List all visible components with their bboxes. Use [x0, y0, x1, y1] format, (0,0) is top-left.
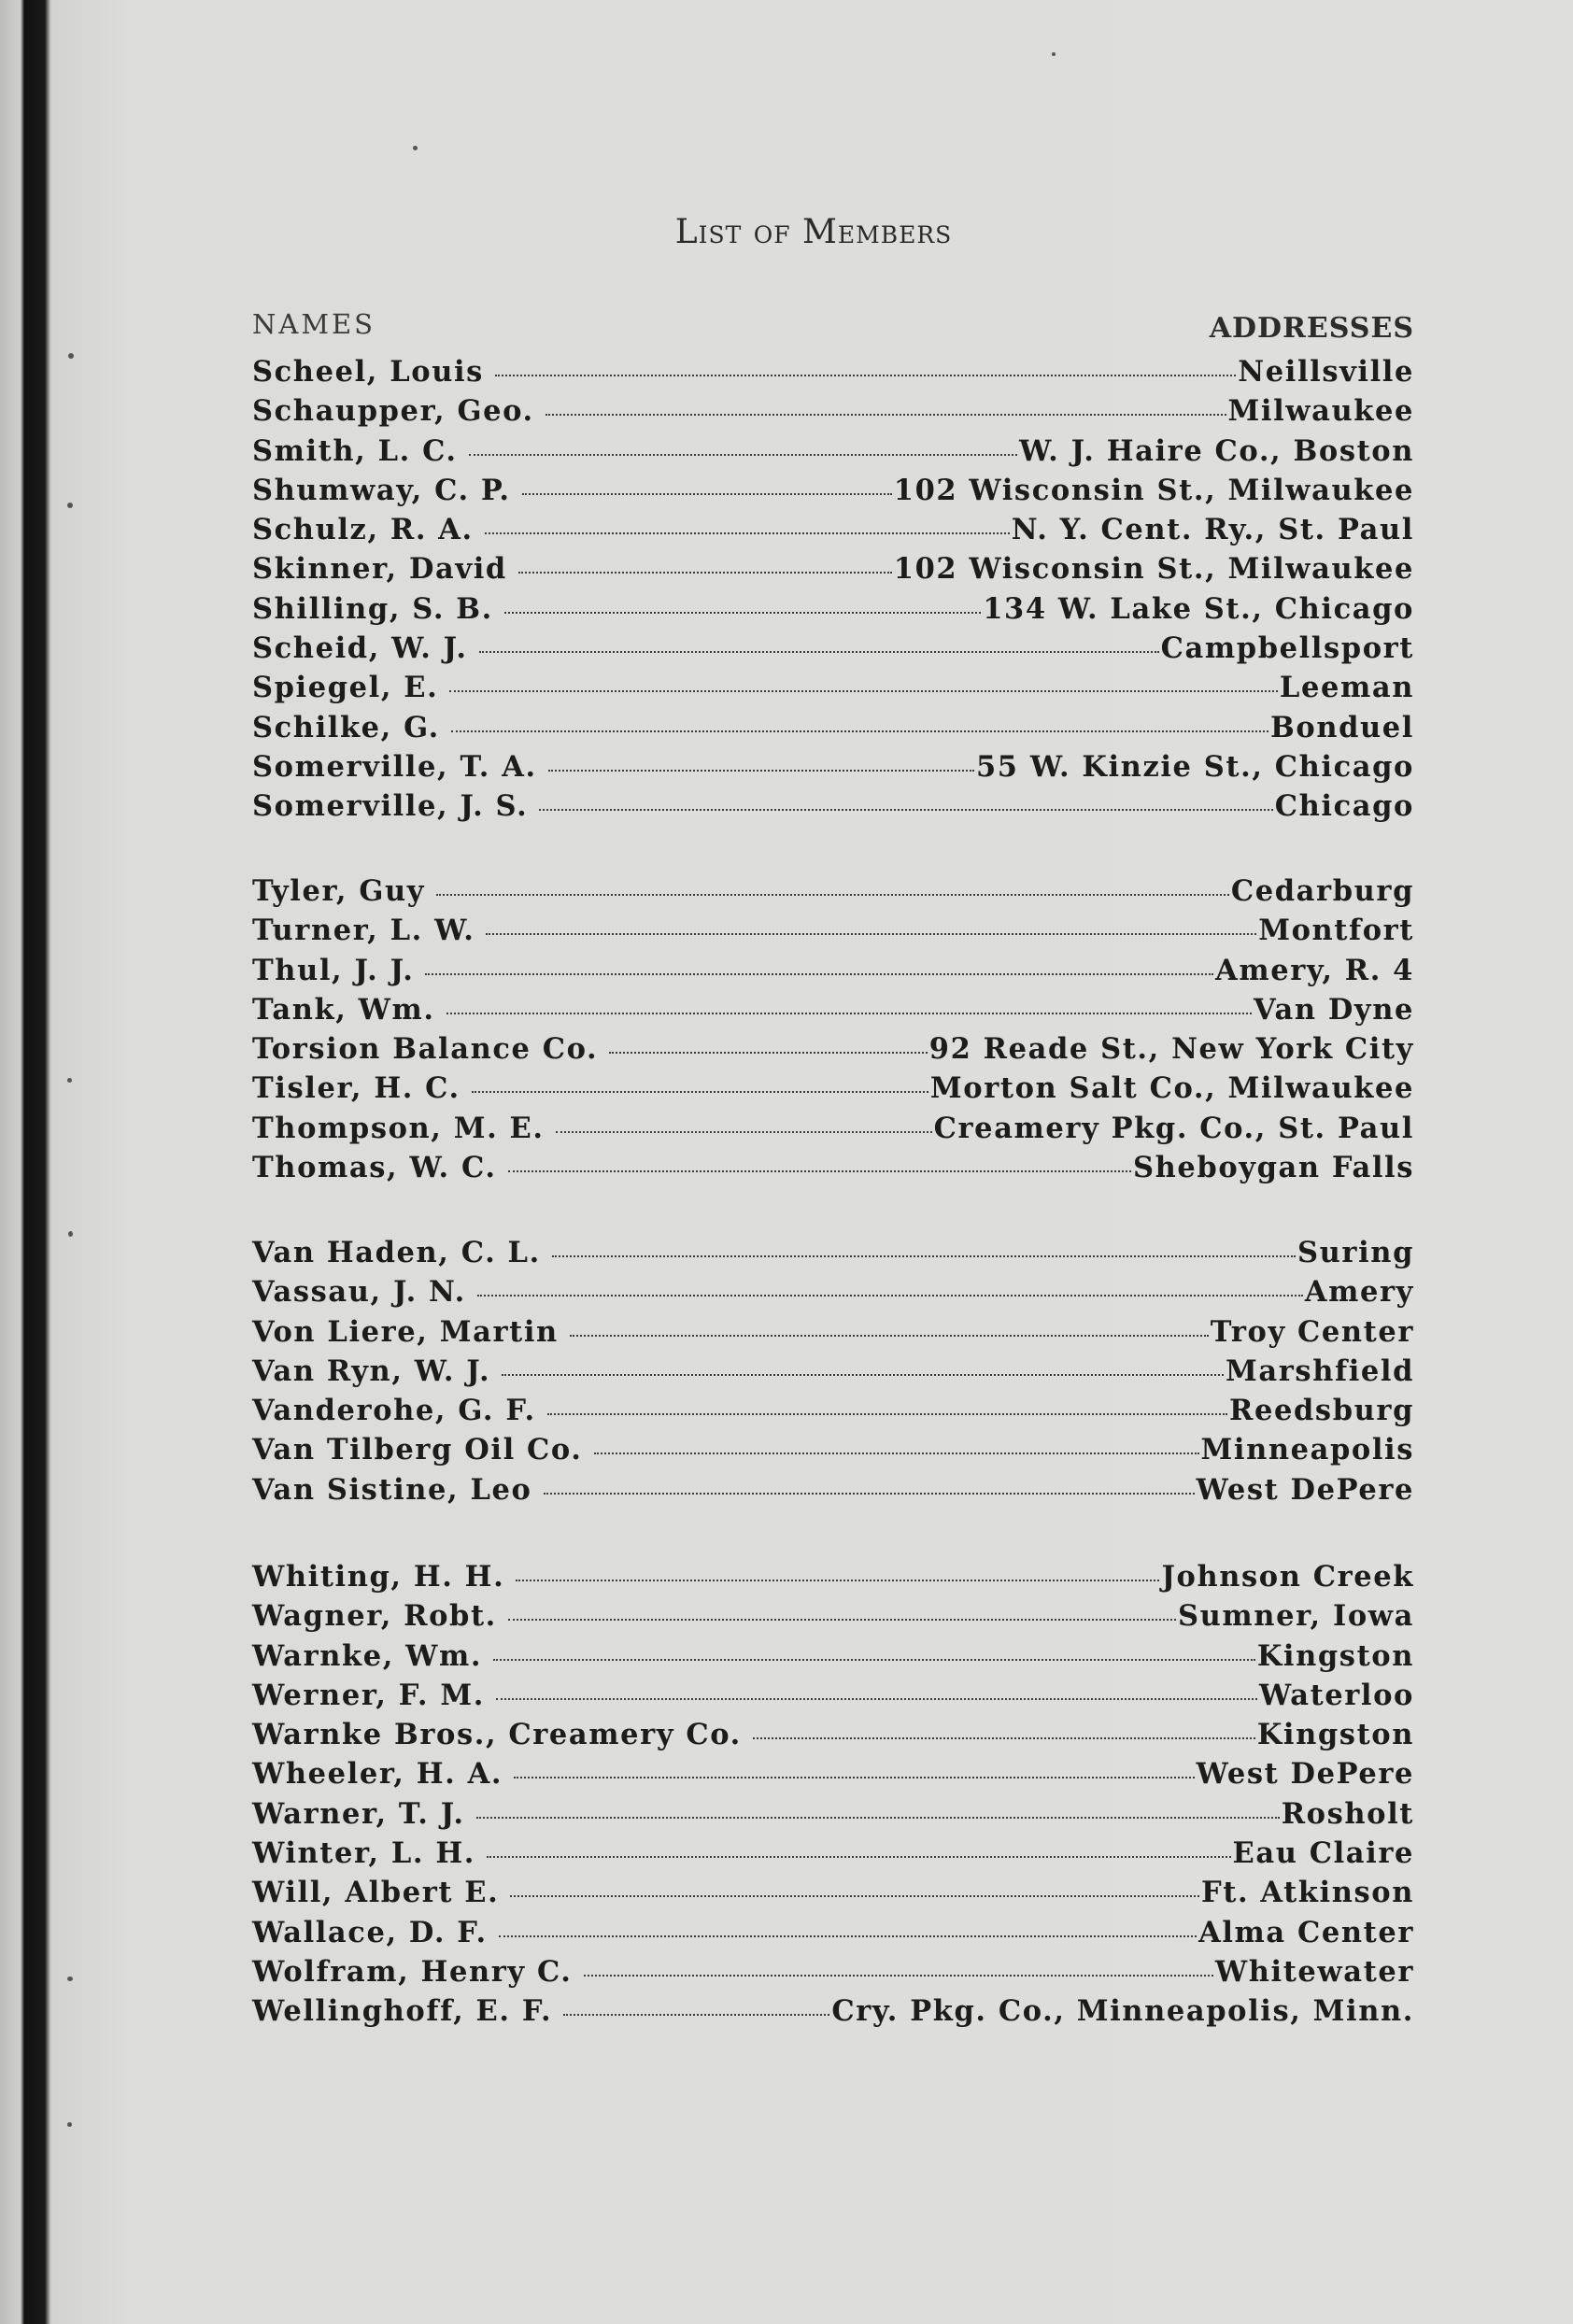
member-address: Bonduel: [1270, 710, 1414, 744]
member-row: [252, 914, 1414, 953]
dot-leader: [594, 1452, 1199, 1454]
member-address: Neillsville: [1238, 355, 1414, 389]
member-row: [252, 874, 1414, 914]
member-address: Sumner, Iowa: [1178, 1599, 1414, 1634]
member-address: N. Y. Cent. Ry., St. Paul: [1011, 513, 1414, 547]
member-address: W. J. Haire Co., Boston: [1019, 433, 1414, 468]
dot-leader: [496, 1698, 1257, 1700]
dot-leader: [518, 572, 892, 574]
dot-leader: [522, 493, 892, 495]
dot-leader: [469, 454, 1017, 456]
member-address: Leeman: [1279, 671, 1414, 705]
member-address: Johnson Creek: [1161, 1560, 1414, 1594]
member-name: Schulz, R. A.: [252, 513, 474, 547]
page-title: List of Members: [674, 213, 953, 251]
dot-leader: [548, 770, 974, 772]
member-name: Will, Albert E.: [252, 1876, 500, 1910]
book-binding-edge: [0, 0, 54, 2324]
member-address: 55 W. Kinzie St., Chicago: [975, 749, 1414, 784]
member-row: [252, 1994, 1414, 2034]
dot-leader: [472, 1091, 928, 1093]
member-name: Warnke Bros., Creamery Co.: [252, 1718, 742, 1752]
member-row: [252, 1599, 1414, 1638]
member-name: Werner, F. M.: [252, 1678, 485, 1712]
member-address: Waterloo: [1259, 1678, 1414, 1712]
dot-leader: [449, 690, 1278, 692]
member-name: Thompson, M. E.: [252, 1111, 545, 1145]
member-row: [252, 434, 1414, 474]
dot-leader: [539, 809, 1272, 811]
member-name: Thul, J. J.: [252, 953, 415, 987]
member-name: Schaupper, Geo.: [252, 394, 534, 429]
dot-leader: [508, 1170, 1131, 1172]
paper-speck: [67, 1977, 73, 1981]
member-row: [252, 1560, 1414, 1599]
member-address: West DePere: [1196, 1757, 1414, 1792]
member-name: Winter, L. H.: [252, 1836, 475, 1871]
dot-leader: [753, 1737, 1255, 1739]
member-name: Tisler, H. C.: [252, 1071, 461, 1106]
column-header-names: NAMES: [252, 308, 376, 340]
dot-leader: [425, 973, 1213, 975]
dot-leader: [476, 1817, 1280, 1819]
member-address: Kingston: [1256, 1718, 1414, 1752]
dot-leader: [552, 1255, 1296, 1257]
dot-leader: [584, 1975, 1213, 1977]
dot-leader: [436, 894, 1229, 896]
member-name: Turner, L. W.: [252, 914, 475, 948]
member-name: Van Haden, C. L.: [252, 1236, 541, 1269]
dot-leader: [556, 1131, 932, 1133]
member-row: [252, 394, 1414, 433]
dot-leader: [479, 651, 1159, 653]
dot-leader: [502, 1374, 1224, 1376]
member-address: 134 W. Lake St., Chicago: [983, 591, 1414, 626]
member-row: [252, 711, 1414, 750]
member-name: Somerville, T. A.: [252, 749, 537, 784]
member-name: Wagner, Robt.: [252, 1599, 497, 1634]
paper-speck: [1052, 52, 1056, 56]
member-address: Ft. Atkinson: [1201, 1876, 1414, 1910]
member-row: [252, 954, 1414, 993]
member-address: West DePere: [1196, 1472, 1414, 1507]
member-name: Scheel, Louis: [252, 355, 484, 389]
member-address: Reedsburg: [1229, 1394, 1414, 1428]
member-name: Torsion Balance Co.: [252, 1032, 599, 1067]
member-row: [252, 789, 1414, 829]
member-name: Van Sistine, Leo: [252, 1472, 532, 1507]
dot-leader: [514, 1777, 1194, 1778]
member-row: [252, 1876, 1414, 1915]
member-row: [252, 552, 1414, 591]
member-name: Wellinghoff, E. F.: [252, 1994, 553, 2029]
paper-speck: [67, 2122, 72, 2127]
member-address: Kingston: [1256, 1638, 1414, 1673]
member-name: Scheid, W. J.: [252, 631, 468, 666]
paper-speck: [68, 353, 74, 359]
dot-leader: [487, 1856, 1231, 1858]
member-address: Rosholt: [1281, 1796, 1414, 1831]
member-address: Morton Salt Co., Milwaukee: [929, 1071, 1414, 1106]
member-address: Cedarburg: [1230, 874, 1414, 908]
member-address: Amery: [1304, 1275, 1414, 1310]
member-address: Milwaukee: [1227, 394, 1414, 429]
member-name: Schilke, G.: [252, 710, 440, 744]
dot-leader: [546, 414, 1226, 416]
member-row: [252, 993, 1414, 1032]
paper-speck: [413, 146, 418, 150]
member-name: Wallace, D. F.: [252, 1915, 488, 1949]
member-address: Eau Claire: [1232, 1836, 1414, 1871]
member-address: Troy Center: [1210, 1314, 1414, 1349]
paper-speck: [68, 1231, 73, 1237]
member-address: Marshfield: [1226, 1353, 1414, 1388]
member-row: [252, 355, 1414, 394]
member-row: [252, 671, 1414, 710]
member-name: Shumway, C. P.: [252, 473, 511, 507]
dot-leader: [547, 1413, 1227, 1415]
member-row: [252, 592, 1414, 631]
dot-leader: [477, 1295, 1303, 1297]
member-name: Van Ryn, W. J.: [252, 1353, 491, 1388]
member-name: Somerville, J. S.: [252, 789, 529, 824]
member-address: Alma Center: [1198, 1915, 1414, 1949]
dot-leader: [544, 1493, 1195, 1495]
member-group-t: [252, 874, 1414, 1190]
member-name: Von Liere, Martin: [252, 1314, 559, 1349]
member-row: [252, 513, 1414, 552]
member-row: [252, 1679, 1414, 1718]
dot-leader: [493, 1659, 1255, 1661]
paper-speck: [67, 1078, 72, 1083]
member-row: [252, 750, 1414, 789]
dot-leader: [508, 1619, 1176, 1621]
member-group-s: [252, 355, 1414, 829]
dot-leader: [446, 1013, 1252, 1014]
member-row: [252, 1433, 1414, 1472]
member-row: [252, 1354, 1414, 1394]
member-row: [252, 1071, 1414, 1111]
member-address: Cry. Pkg. Co., Minneapolis, Minn.: [831, 1994, 1414, 2029]
member-row: [252, 1032, 1414, 1071]
dot-leader: [563, 2014, 829, 2016]
member-name: Warnke, Wm.: [252, 1638, 483, 1673]
member-row: [252, 1836, 1414, 1876]
dot-leader: [504, 612, 981, 614]
dot-leader: [486, 933, 1256, 935]
column-header-addresses: ADDRESSES: [1209, 312, 1414, 345]
member-name: Spiegel, E.: [252, 671, 439, 705]
member-row: [252, 1394, 1414, 1433]
member-group-w: [252, 1560, 1414, 2034]
member-row: [252, 1315, 1414, 1354]
member-name: Tyler, Guy: [252, 874, 426, 908]
member-name: Wheeler, H. A.: [252, 1757, 503, 1792]
member-address: Montfort: [1258, 914, 1414, 948]
member-address: Suring: [1297, 1236, 1414, 1269]
member-row: [252, 1275, 1414, 1314]
member-row: [252, 1639, 1414, 1679]
member-row: [252, 1718, 1414, 1757]
member-name: Wolfram, Henry C.: [252, 1954, 573, 1989]
member-row: [252, 1916, 1414, 1955]
member-name: Whiting, H. H.: [252, 1560, 505, 1594]
dot-leader: [570, 1335, 1209, 1337]
member-address: Amery, R. 4: [1215, 953, 1414, 987]
member-name: Vassau, J. N.: [252, 1275, 466, 1310]
member-row: [252, 1151, 1414, 1190]
dot-leader: [516, 1580, 1159, 1581]
member-address: Minneapolis: [1200, 1433, 1414, 1467]
dot-leader: [451, 730, 1268, 732]
member-row: [252, 1236, 1414, 1275]
member-row: [252, 1955, 1414, 1994]
dot-leader: [499, 1935, 1197, 1937]
dot-leader: [485, 532, 1010, 534]
member-group-v: [252, 1236, 1414, 1512]
member-address: Van Dyne: [1254, 992, 1414, 1027]
member-address: Sheboygan Falls: [1133, 1151, 1414, 1185]
member-address: Campbellsport: [1160, 631, 1414, 666]
member-address: Whitewater: [1214, 1954, 1414, 1989]
member-name: Warner, T. J.: [252, 1796, 465, 1831]
dot-leader: [495, 375, 1236, 376]
member-name: Smith, L. C.: [252, 433, 458, 468]
member-row: [252, 1112, 1414, 1151]
member-name: Van Tilberg Oil Co.: [252, 1433, 583, 1467]
member-address: 102 Wisconsin St., Milwaukee: [893, 473, 1414, 507]
member-address: Creamery Pkg. Co., St. Paul: [933, 1111, 1414, 1145]
member-address: 102 Wisconsin St., Milwaukee: [893, 552, 1414, 587]
member-name: Shilling, S. B.: [252, 591, 493, 626]
member-name: Thomas, W. C.: [252, 1151, 497, 1185]
member-address: Chicago: [1274, 789, 1414, 824]
member-row: [252, 474, 1414, 513]
member-row: [252, 1473, 1414, 1512]
member-row: [252, 631, 1414, 671]
member-row: [252, 1797, 1414, 1836]
member-name: Skinner, David: [252, 552, 507, 587]
member-name: Tank, Wm.: [252, 992, 435, 1027]
dot-leader: [609, 1052, 928, 1054]
member-row: [252, 1757, 1414, 1796]
member-address: 92 Reade St., New York City: [928, 1032, 1414, 1067]
member-name: Vanderohe, G. F.: [252, 1394, 536, 1428]
paper-speck: [67, 503, 73, 508]
document-page: [54, 0, 1573, 2324]
dot-leader: [510, 1895, 1199, 1897]
